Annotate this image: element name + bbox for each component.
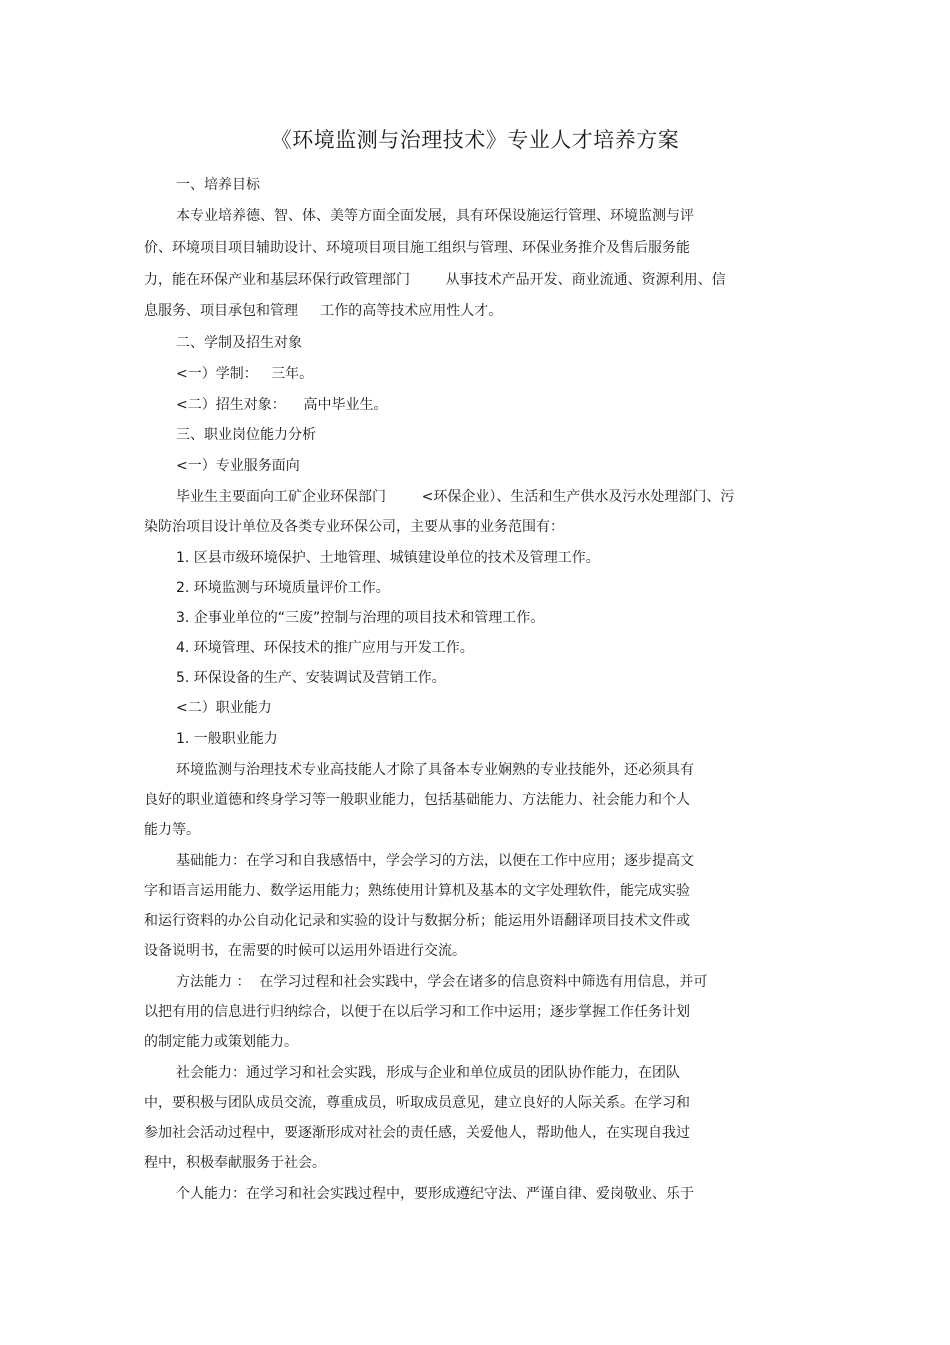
list-item: 3. 企事业单位的“三废”控制与治理的项目技术和管理工作。 (176, 610, 545, 626)
paragraph-line: 本专业培养德、智、体、美等方面全面发展，具有环保设施运行管理、环境监测与评 (176, 208, 694, 224)
paragraph-line: <二）招生对象： 高中毕业生。 (176, 397, 388, 413)
paragraph-line: 和运行资料的办公自动化记录和实验的设计与数据分析；能运用外语翻译项目技术文件或 (144, 913, 690, 929)
paragraph-line: 价、环境项目项目辅助设计、环境项目项目施工组织与管理、环保业务推介及售后服务能 (144, 240, 690, 256)
paragraph-line: 参加社会活动过程中，要逐渐形成对社会的责任感，关爱他人，帮助他人，在实现自我过 (144, 1125, 690, 1141)
paragraph-line: 力，能在环保产业和基层环保行政管理部门 从事技术产品开发、商业流通、资源利用、信 (144, 272, 726, 288)
paragraph-line: 毕业生主要面向工矿企业环保部门 <环保企业）、生活和生产供水及污水处理部门、污 (176, 489, 735, 505)
paragraph-line: 环境监测与治理技术专业高技能人才除了具备本专业娴熟的专业技能外，还必须具有 (176, 762, 694, 778)
paragraph-line: 以把有用的信息进行归纳综合，以便于在以后学习和工作中运用；逐步掌握工作任务计划 (144, 1004, 690, 1020)
list-item: 1. 区县市级环境保护、土地管理、城镇建设单位的技术及管理工作。 (176, 550, 600, 566)
paragraph-line: <一）学制： 三年。 (176, 366, 314, 382)
paragraph-line: 社会能力：通过学习和社会实践，形成与企业和单位成员的团队协作能力，在团队 (176, 1065, 680, 1081)
document-title: 《环境监测与治理技术》专业人才培养方案 (270, 128, 680, 152)
paragraph-line: 基础能力：在学习和自我感悟中，学会学习的方法，以便在工作中应用；逐步提高文 (176, 853, 694, 869)
paragraph-line: 息服务、项目承包和管理 工作的高等技术应用性人才。 (144, 303, 503, 319)
paragraph-line: 中，要积极与团队成员交流，尊重成员，听取成员意见，建立良好的人际关系。在学习和 (144, 1095, 690, 1111)
section-heading: 一、培养目标 (176, 177, 260, 193)
paragraph-line: 程中，积极奉献服务于社会。 (144, 1155, 326, 1171)
subsection-heading: 1. 一般职业能力 (176, 731, 278, 747)
paragraph-line: 良好的职业道德和终身学习等一般职业能力，包括基础能力、方法能力、社会能力和个人 (144, 792, 690, 808)
paragraph-line: 的制定能力或策划能力。 (144, 1034, 298, 1050)
paragraph-line: 个人能力：在学习和社会实践过程中，要形成遵纪守法、严谨自律、爱岗敬业、乐于 (176, 1186, 694, 1202)
list-item: 5. 环保设备的生产、安装调试及营销工作。 (176, 670, 446, 686)
subsection-heading: <一）专业服务面向 (176, 458, 300, 474)
paragraph-line: 设备说明书，在需要的时候可以运用外语进行交流。 (144, 943, 466, 959)
paragraph-line: 字和语言运用能力、数学运用能力；熟练使用计算机及基本的文字处理软件，能完成实验 (144, 883, 690, 899)
section-heading: 三、职业岗位能力分析 (176, 427, 316, 443)
subsection-heading: <二）职业能力 (176, 700, 272, 716)
list-item: 2. 环境监测与环境质量评价工作。 (176, 580, 390, 596)
list-item: 4. 环境管理、环保技术的推广应用与开发工作。 (176, 640, 474, 656)
paragraph-line: 能力等。 (144, 822, 200, 838)
section-heading: 二、学制及招生对象 (176, 335, 302, 351)
paragraph-line: 染防治项目设计单位及各类专业环保公司，主要从事的业务范围有： (144, 519, 564, 535)
paragraph-line: 方法能力 ： 在学习过程和社会实践中，学会在诸多的信息资料中筛选有用信息，并可 (176, 974, 708, 990)
